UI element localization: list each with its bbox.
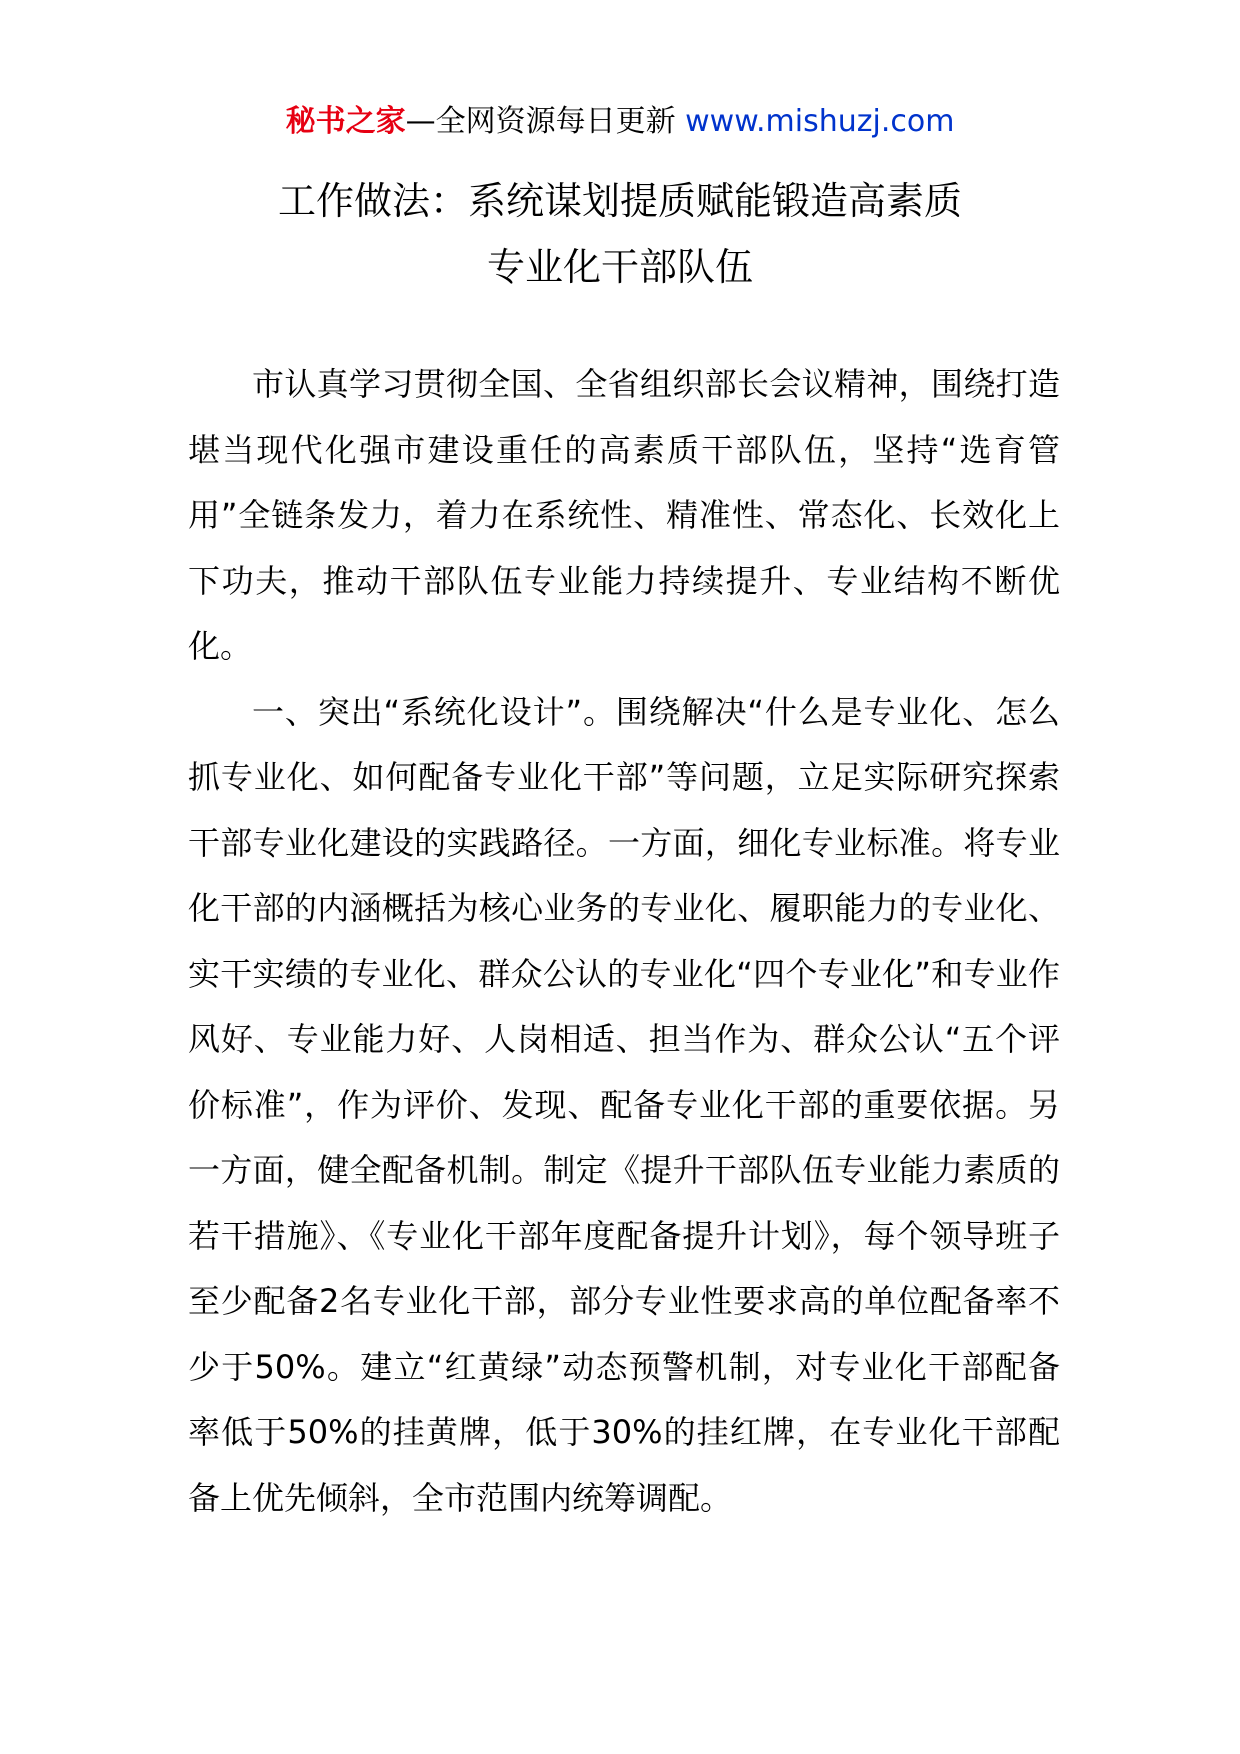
paragraph-section-1: 一、突出“系统化设计”。围绕解决“什么是专业化、怎么抓专业化、如何配备专业化干部”等问题，立足实际研究探索干部专业化建设的实践路径。一方面，细化专业标准。将专业化干部的内涵概括为核心业务的专业化、履职能力的专业化、实干实绩的专业化、群众公认的专业化“四个专业化”和专业作风好、专业能力好、人岗相适、担当作为、群众公认“五个评价标准”，作为评价、发现、配备专业化干部的重要依据。另一方面，健全配备机制。制定《提升干部队伍专业能力素质的若干措施》、《专业化干部年度配备提升计划》，每个领导班子至少配备2名专业化干部，部分专业性要求高的单位配备率不少于50%。建立“红黄绿”动态预警机制，对专业化干部配备率低于50%的挂黄牌，低于30%的挂红牌，在专业化干部配备上优先倾斜，全市范围内统筹调配。 <box>188 692 1060 1517</box>
paragraph-intro: 市认真学习贯彻全国、全省组织部长会议精神，围绕打造堪当现代化强市建设重任的高素质干部队伍，坚持“选育管用”全链条发力，着力在系统性、精准性、常态化、长效化上下功夫，推动干部队伍专业能力持续提升、专业结构不断优化。 <box>188 365 1060 665</box>
document-body <box>188 352 1060 1531</box>
title-line-2: 专业化干部队伍 <box>486 245 753 289</box>
document-title <box>0 168 1240 300</box>
brand-name: 秘书之家 <box>285 104 406 139</box>
title-line-1: 工作做法：系统谋划提质赋能锻造高素质 <box>277 179 962 223</box>
banner-slogan: —全网资源每日更新 <box>405 104 686 139</box>
site-banner <box>0 102 1240 142</box>
site-url-link[interactable]: www.mishuzj.com <box>685 104 955 139</box>
